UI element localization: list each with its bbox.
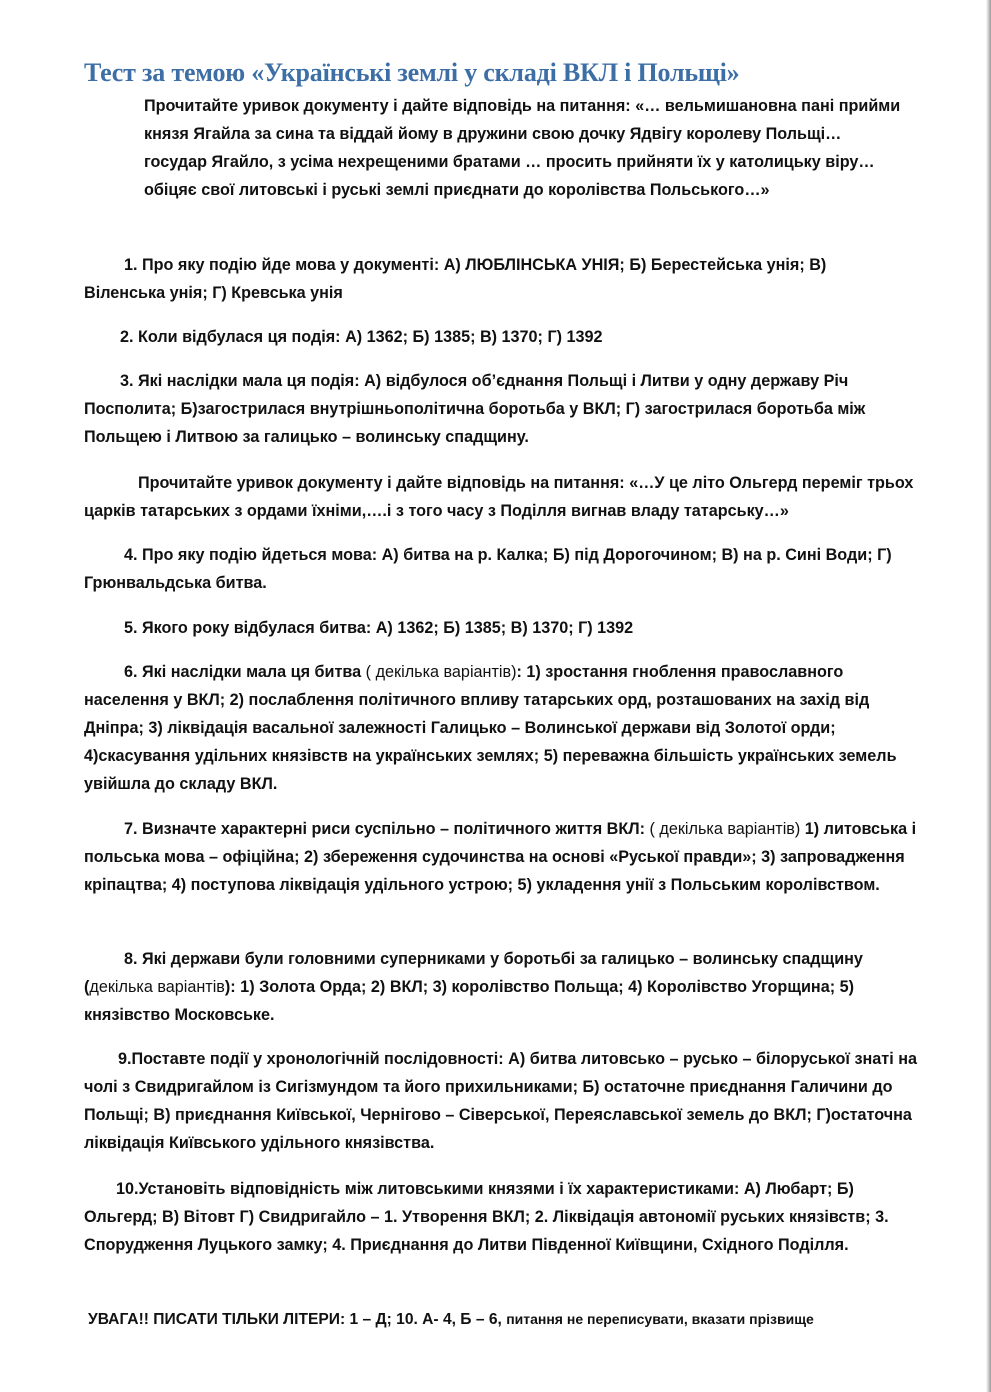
question-8-options: ): 1) Золота Орда; 2) ВКЛ; 3) королівство Польща; 4) Королівство Угорщина; 5) князівство Московське. bbox=[84, 978, 854, 1024]
page-edge-shadow bbox=[986, 0, 991, 1392]
question-1-text: 1. Про яку подію йде мова у документі: А) ЛЮБЛІНСЬКА УНІЯ; Б) Берестейська унія; В) Віленська унія; Г) Кревська унія bbox=[84, 256, 827, 302]
question-3-text: 3. Які наслідки мала ця подія: А) відбулося об’єднання Польщі і Литви у одну державу Річ Посполита; Б)загострилася внутрішньополітична боротьба у ВКЛ; Г) загострилася боротьба між Польщею і Литвою за галицько – волинську спадщину. bbox=[84, 372, 866, 446]
question-2-text: 2. Коли відбулася ця подія: А) 1362; Б) 1385; В) 1370; Г) 1392 bbox=[120, 328, 603, 346]
question-6-options: : 1) зростання гноблення православного населення у ВКЛ; 2) послаблення політичного впливу татарських орд, розташованих на захід від Дніпра; 3) ліквідація васальної залежності Галицько – Волинської держави від Золотої орди; 4)скасування удільних князівств на українських землях; 5) переважна більшість українських земель увійшла до складу ВКЛ. bbox=[84, 663, 897, 793]
question-10-text: 10.Установіть відповідність між литовськими князями і їх характеристиками: А) Любарт; Б) Ольгерд; В) Вітовт Г) Свидригайло – 1. Утворення ВКЛ; 2. Ліквідація автономії руських князівств; 3. Спорудження Луцького замку; 4. Приєднання до Литви Південної Київщини, Східного Поділля. bbox=[84, 1180, 889, 1254]
question-8 bbox=[84, 945, 910, 1029]
question-4-text: 4. Про яку подію йдеться мова: А) битва на р. Калка; Б) під Дорогочином; В) на р. Сині Води; Г) Грюнвальдська битва. bbox=[84, 546, 892, 592]
question-10 bbox=[84, 1175, 920, 1259]
footer-instructions bbox=[88, 1305, 814, 1334]
question-7-text bbox=[84, 815, 920, 899]
question-8-text bbox=[84, 945, 910, 1029]
question-6 bbox=[84, 658, 914, 798]
question-1 bbox=[84, 251, 904, 307]
question-7 bbox=[84, 815, 920, 899]
question-2 bbox=[84, 323, 904, 351]
question-3 bbox=[84, 367, 914, 451]
page-title: Тест за темою «Українські землі у складі ВКЛ і Польщі» bbox=[84, 58, 740, 87]
question-9 bbox=[84, 1045, 920, 1157]
source-excerpt-1 bbox=[144, 92, 904, 204]
question-4 bbox=[84, 541, 914, 597]
footer-main: УВАГА!! ПИСАТИ ТІЛЬКИ ЛІТЕРИ: 1 – Д; 10. А- 4, Б – 6, bbox=[88, 1311, 507, 1328]
question-6-text bbox=[84, 658, 914, 798]
question-7-lead: 7. Визначте характерні риси суспільно – політичного життя ВКЛ: bbox=[124, 820, 650, 838]
footer-note: питання не переписувати, вказати прізвище bbox=[506, 1311, 814, 1327]
source-excerpt-2-text: Прочитайте уривок документу і дайте відповідь на питання: «…У це літо Ольгерд переміг трьох царків татарських з ордами їхніми,….і з того часу з Поділля вигнав владу татарську…» bbox=[84, 474, 914, 520]
question-5-text: 5. Якого року відбулася битва: А) 1362; Б) 1385; В) 1370; Г) 1392 bbox=[124, 619, 634, 637]
question-8-note: декілька варіантів bbox=[89, 978, 225, 996]
question-6-lead: 6. Які наслідки мала ця битва bbox=[124, 663, 362, 681]
question-7-options: 1) литовська і польська мова – офіційна; 2) збереження судочинства на основі «Руської правди»; 3) запровадження кріпацтва; 4) поступова ліквідація удільного устрою; 5) укладення унії з Польським королівством. bbox=[84, 820, 917, 894]
question-9-text: 9.Поставте події у хронологічній послідовності: А) битва литовсько – русько – білоруської знаті на чолі з Свидригайлом із Сигізмундом та його прихильниками; Б) остаточне приєднання Галичини до Польщі; В) приєднання Київської, Чернігово – Сіверської, Переяславської земель до ВКЛ; Г)остаточна ліквідація Київського удільного князівства. bbox=[84, 1050, 918, 1152]
source-excerpt-2 bbox=[84, 469, 924, 525]
question-6-note: ( декілька варіантів) bbox=[361, 663, 517, 681]
question-5 bbox=[84, 614, 914, 642]
question-7-note: ( декілька варіантів) bbox=[649, 820, 801, 838]
source-excerpt-1-text: Прочитайте уривок документу і дайте відповідь на питання: «… вельмишановна пані прийми князя Ягайла за сина та віддай йому в дружини свою дочку Ядвігу королеву Польщі…государ Ягайло, з усіма нехрещеними братами … просить прийняти їх у католицьку віру…обіцяє свої литовські і руські землі приєднати до королівства Польського…» bbox=[144, 97, 901, 199]
question-8-lead: 8. Які держави були головними суперниками у боротьбі за галицько – волинську спадщину ( bbox=[84, 950, 863, 996]
